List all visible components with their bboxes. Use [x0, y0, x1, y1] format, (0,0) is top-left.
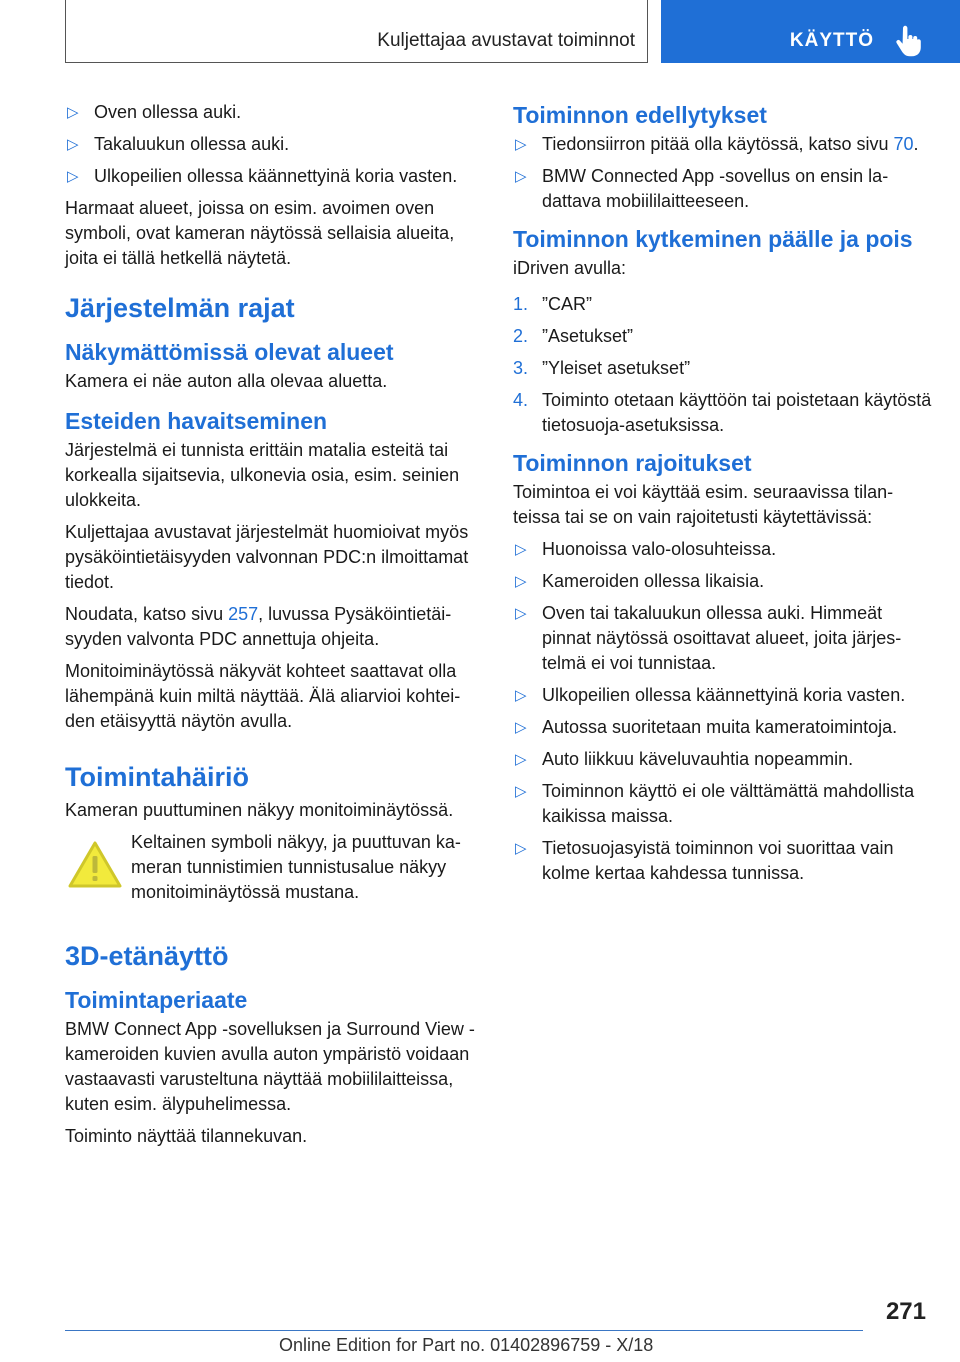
step-item: 3. ”Yleiset asetukset”: [513, 358, 691, 378]
bullet-triangle-icon: ▷: [515, 541, 527, 558]
bullet-triangle-icon: ▷: [67, 104, 79, 121]
header-section-box: [65, 0, 648, 63]
list-item: ▷ BMW Connected App -sovellus on ensin ladattava mobiililaitteeseen.: [515, 166, 889, 211]
bullet-triangle-icon: ▷: [515, 783, 527, 800]
heading-requirements: Toiminnon edellytykset: [513, 102, 767, 128]
list-item: ▷ Huonoissa valo-olosuhteissa.: [513, 537, 933, 562]
list-item: ▷ Autossa suoritetaan muita kameratoimintoja.: [513, 715, 933, 740]
page-link[interactable]: 70: [893, 134, 914, 154]
page-number: 271: [885, 1298, 926, 1325]
bullet-triangle-icon: ▷: [515, 719, 527, 736]
list-item: ▷ Auto liikkuu käveluvauhtia nopeammin.: [513, 747, 933, 772]
section-title: Kuljettajaa avustavat toiminnot: [377, 30, 635, 51]
paragraph: Noudata, katso sivu 257, luvussa Pysäköintietäisyyden valvonta PDC annettuja ohjeita.: [65, 604, 452, 649]
heading-principle: Toimintaperiaate: [65, 987, 248, 1013]
step-item: 2. ”Asetukset”: [513, 326, 634, 346]
hand-pointer-icon: [894, 25, 922, 57]
paragraph: Monitoiminäytössä näkyvät kohteet saattavat olla lähempänä kuin miltä näyttää. Älä aliarvioi kohteiden etäisyyttä näytön avulla.: [65, 661, 461, 731]
chapter-tab-label: KÄYTTÖ: [789, 30, 874, 51]
list-item: ▷ Oven tai takaluukun ollessa auki. Himmeät pinnat näytössä osoittavat alueet, joita järjestelmä ei voi tunnistaa.: [515, 603, 902, 673]
step-item: 4. Toiminto otetaan käyttöön tai poistetaan käytöstä tietosuoja-asetuksissa.: [513, 390, 932, 435]
heading-3d-remote-view: 3D-etänäyttö: [65, 941, 229, 971]
heading-switch-on-off: Toiminnon kytkeminen päälle ja pois: [513, 226, 913, 252]
heading-malfunction: Toimintahäiriö: [65, 762, 250, 792]
list-item: ▷ Ulkopeilien ollessa käännettyinä koria vasten.: [513, 683, 933, 708]
chapter-tab[interactable]: [661, 0, 960, 63]
list-item: ▷ Takaluukun ollessa auki.: [65, 132, 483, 157]
heading-hidden-areas: Näkymättömissä olevat alueet: [65, 339, 394, 365]
paragraph: Harmaat alueet, joissa on esim. avoimen oven symboli, ovat kameran näytössä sellaisia alueita, joita ei tällä hetkellä näytetä.: [65, 198, 455, 268]
warning-note: [65, 830, 483, 905]
right-column: [513, 100, 933, 893]
warning-text: Keltainen symboli näkyy, ja puuttuvan kameran tunnistimien tunnistusalue näkyy monitoiminäytössä mustana.: [131, 832, 461, 902]
paragraph: Toiminto näyttää tilannekuvan.: [65, 1126, 308, 1146]
bullet-triangle-icon: ▷: [515, 136, 527, 153]
paragraph: Kamera ei näe auton alla olevaa aluetta.: [65, 371, 388, 391]
heading-obstacle-detection: Esteiden havaitseminen: [65, 408, 328, 434]
bullet-triangle-icon: ▷: [67, 136, 79, 153]
left-column: [65, 100, 483, 1156]
paragraph: iDriven avulla:: [513, 258, 627, 278]
bullet-triangle-icon: ▷: [515, 605, 527, 622]
warning-triangle-icon: [67, 840, 123, 890]
bullet-triangle-icon: ▷: [515, 573, 527, 590]
bullet-triangle-icon: ▷: [515, 168, 527, 185]
page-link[interactable]: 257: [228, 604, 259, 624]
footer-divider: [65, 1330, 863, 1331]
step-item: 1. ”CAR”: [513, 294, 592, 314]
bullet-triangle-icon: ▷: [67, 168, 79, 185]
list-item: ▷ Tietosuojasyistä toiminnon voi suorittaa vain kolme kertaa kahdessa tunnissa.: [515, 838, 894, 883]
bullet-triangle-icon: ▷: [515, 687, 527, 704]
heading-limitations: Toiminnon rajoitukset: [513, 450, 752, 476]
paragraph: Kuljettajaa avustavat järjestelmät huomioivat myös pysäköintietäisyyden valvonnan PDC:n ilmoittamat tiedot.: [65, 522, 469, 592]
list-item: ▷ Ulkopeilien ollessa käännettyinä koria vasten.: [65, 164, 483, 189]
list-item: ▷ Tiedonsiirron pitää olla käytössä, katso sivu 70.: [513, 132, 933, 157]
list-item: ▷ Oven ollessa auki.: [65, 100, 483, 125]
list-item: ▷ Toiminnon käyttö ei ole välttämättä mahdollista kaikissa maissa.: [515, 781, 915, 826]
paragraph: Toimintoa ei voi käyttää esim. seuraavissa tilanteissa tai se on vain rajoitetusti käytettävissä:: [513, 482, 894, 527]
edition-footer: Online Edition for Part no. 01402896759 - X/18: [279, 1335, 654, 1355]
bullet-triangle-icon: ▷: [515, 840, 527, 857]
paragraph: BMW Connect App -sovelluksen ja Surround View -kameroiden kuvien avulla auton ympäristö voidaan vastaavasti varusteltuna näyttää mobiililaitteissa, kuten esim. älypuhelimessa.: [65, 1019, 475, 1114]
paragraph: Kameran puuttuminen näkyy monitoiminäytössä.: [65, 800, 454, 820]
list-item: ▷ Kameroiden ollessa likaisia.: [513, 569, 933, 594]
paragraph: Järjestelmä ei tunnista erittäin matalia esteitä tai korkealla sijaitsevia, ulkonevia osia, esim. seinien ulokkeita.: [65, 440, 460, 510]
heading-system-limits: Järjestelmän rajat: [65, 293, 295, 323]
bullet-triangle-icon: ▷: [515, 751, 527, 768]
